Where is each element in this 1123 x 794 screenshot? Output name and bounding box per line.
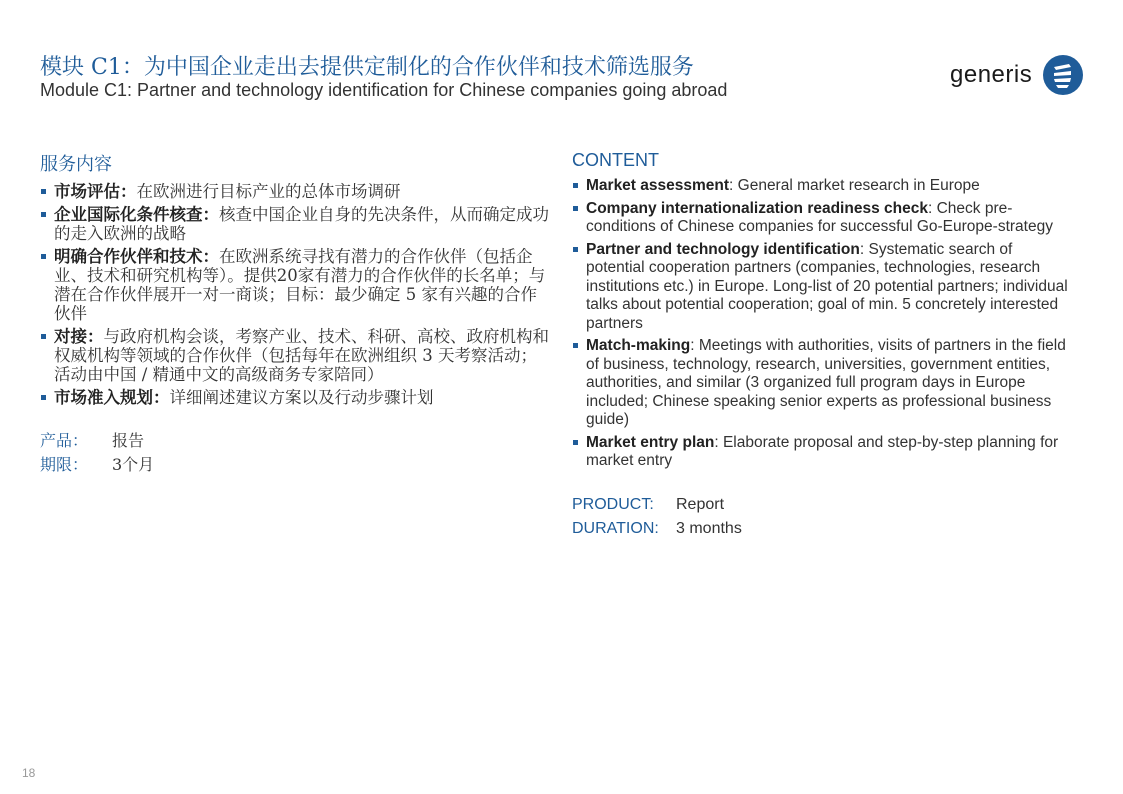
duration-label: DURATION: [572, 519, 659, 537]
list-item-title: Match-making [586, 337, 691, 354]
list-item-text: : Check pre-conditions of Chinese companies for successful Go-Europe-strategy [586, 199, 1053, 235]
product-label: PRODUCT: [572, 495, 654, 513]
list-item-text: 详细阐述建议方案以及行动步骤计划 [169, 388, 434, 407]
list-item-text: 在欧洲进行目标产业的总体市场调研 [136, 182, 401, 201]
generis-logo [950, 54, 1084, 96]
logo-text: generis [950, 61, 1033, 88]
generis-logo-icon [1042, 54, 1084, 96]
page-title-english: Module C1: Partner and technology identification for Chinese companies going abroad [40, 80, 728, 100]
list-item-title: 明确合作伙伴和技术： [54, 247, 219, 266]
list-item [572, 434, 1072, 471]
list-item-title: 市场评估： [54, 182, 137, 201]
list-item [572, 337, 1072, 430]
service-list-english [572, 177, 1072, 471]
list-item-text: : Systematic search of potential cooperation partners (companies, technologies, research institutions etc.) in Europe. Long-list of 20 potential partners; individual talks about potential cooperation; goal of min. 5 concretely interested partners [586, 240, 1068, 332]
product-duration-english [572, 493, 1072, 541]
page-title-chinese: 模块 C1：为中国企业走出去提供定制化的合作伙伴和技术筛选服务 [40, 55, 694, 80]
list-item [572, 200, 1072, 237]
page-number: 18 [22, 766, 36, 780]
english-column [572, 150, 1072, 541]
duration-value: 3个月 [112, 455, 155, 474]
list-item-text: : Meetings with authorities, visits of partners in the field of business, technology, research, universities, government entities, authorities, and similar (3 organized full program days in Europe included; Chinese speaking senior experts as professional business guide) [586, 337, 1066, 428]
list-item [40, 388, 550, 407]
list-item-text: : General market research in Europe [729, 177, 980, 194]
section-heading-content: CONTENT [572, 150, 659, 170]
list-item [40, 182, 550, 201]
list-item-text: 在欧洲系统寻找有潜力的合作伙伴（包括企业、技术和研究机构等）。提供20家有潜力的合作伙伴的长名单；与潜在合作伙伴展开一对一商谈；目标：最少确定 5 家有兴趣的合作伙伴 [54, 247, 546, 323]
product-row [572, 493, 1072, 517]
list-item-title: Partner and technology identification [586, 240, 860, 258]
list-item-text: 核查中国企业自身的先决条件，从而确定成功的走入欧洲的战略 [54, 205, 549, 243]
list-item-title: 企业国际化条件核查： [54, 205, 219, 224]
product-duration-chinese [40, 429, 550, 477]
list-item-title: 市场准入规划： [54, 388, 170, 407]
list-item-title: Company internationalization readiness check [586, 199, 928, 217]
duration-row [40, 453, 550, 477]
list-item [40, 327, 550, 384]
list-item [40, 247, 550, 323]
list-item-title: Market entry plan [586, 433, 715, 451]
list-item-text: : Elaborate proposal and step-by-step planning for market entry [586, 433, 1059, 469]
list-item-title: 对接： [54, 327, 104, 346]
list-item [572, 177, 1072, 196]
product-value: 报告 [112, 431, 145, 450]
product-value: Report [676, 495, 725, 513]
list-item [572, 241, 1072, 334]
product-label: 产品： [40, 431, 89, 450]
list-item [40, 205, 550, 243]
section-heading-service-content: 服务内容 [40, 154, 112, 175]
service-list-chinese [40, 182, 550, 407]
chinese-column [40, 150, 550, 477]
product-row [40, 429, 550, 453]
duration-row [572, 517, 1072, 541]
duration-value: 3 months [676, 519, 742, 537]
duration-label: 期限： [40, 455, 89, 474]
list-item-text: 与政府机构会谈，考察产业、技术、科研、高校、政府机构和权威机构等领域的合作伙伴（包括每年在欧洲组织 3 天考察活动；活动由中国 / 精通中文的高级商务专家陪同） [54, 327, 549, 384]
list-item-title: Market assessment [586, 177, 730, 194]
